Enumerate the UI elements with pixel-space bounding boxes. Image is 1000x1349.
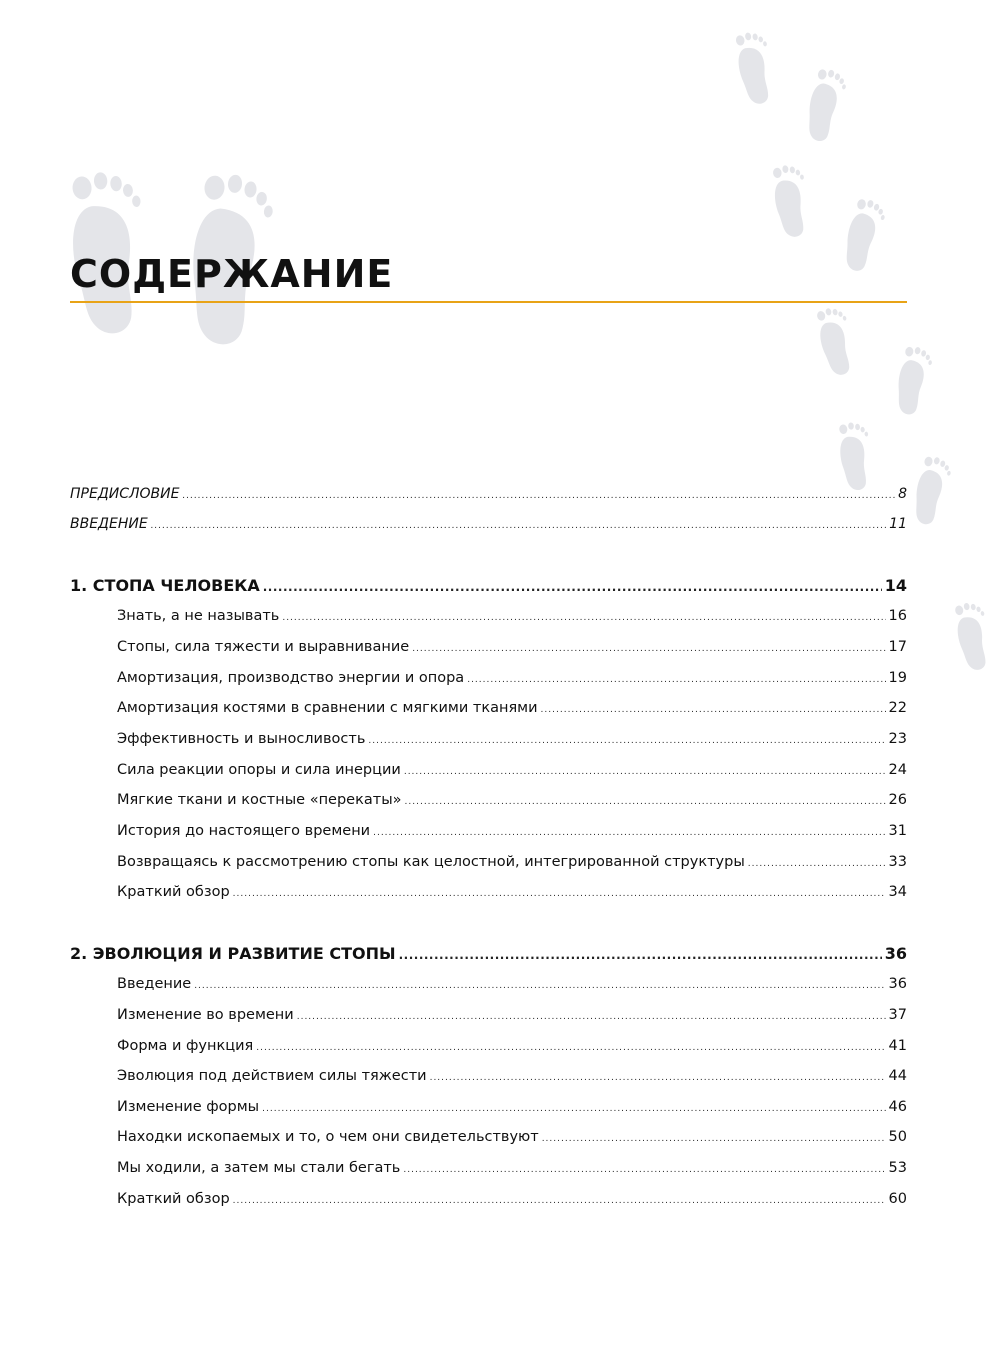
toc-item-label: Введение (117, 976, 192, 992)
toc-item[interactable] (117, 1099, 907, 1115)
dot-leader (282, 614, 885, 623)
chapter-title: 2. ЭВОЛЮЦИЯ И РАЗВИТИЕ СТОПЫ (70, 944, 396, 963)
dot-leader (403, 1166, 885, 1175)
toc-item[interactable] (117, 1007, 907, 1023)
toc-entry-page: 8 (898, 486, 907, 502)
chapter-page: 36 (884, 944, 907, 963)
chapter-title: 1. СТОПА ЧЕЛОВЕКА (70, 576, 260, 595)
dot-leader (541, 706, 886, 715)
dot-leader (263, 581, 882, 593)
dot-leader (405, 798, 886, 807)
dot-leader (404, 768, 886, 777)
toc-item-label: Краткий обзор (117, 884, 230, 900)
dot-leader (748, 860, 886, 869)
toc-entry-page: 11 (889, 516, 907, 532)
toc-item-label: Знать, а не называть (117, 608, 280, 624)
toc-item-label: Изменение формы (117, 1099, 260, 1115)
toc-item[interactable] (117, 854, 907, 870)
toc-item-label: Эффективность и выносливость (117, 731, 366, 747)
toc-item-page: 19 (888, 670, 907, 686)
dot-leader (233, 890, 886, 899)
toc-item-label: История до настоящего времени (117, 823, 371, 839)
dot-leader (399, 949, 882, 961)
dot-leader (373, 829, 885, 838)
toc-item-label: Изменение во времени (117, 1007, 294, 1023)
toc-item[interactable] (117, 1129, 907, 1145)
toc-item-label: Сила реакции опоры и сила инерции (117, 762, 401, 778)
toc-item-page: 24 (888, 762, 907, 778)
toc-item[interactable] (117, 608, 907, 624)
toc-item-page: 31 (888, 823, 907, 839)
toc-entry-preface[interactable] (70, 486, 907, 502)
toc-item[interactable] (117, 792, 907, 808)
toc-item[interactable] (117, 639, 907, 655)
dot-leader (194, 982, 885, 991)
toc-item-label: Амортизация, производство энергии и опора (117, 670, 465, 686)
toc-item-label: Стопы, сила тяжести и выравнивание (117, 639, 410, 655)
toc-item-page: 16 (888, 608, 907, 624)
dot-leader (262, 1105, 885, 1114)
chapter-page: 14 (884, 576, 907, 595)
toc-item[interactable] (117, 884, 907, 900)
dot-leader (182, 492, 895, 501)
dot-leader (256, 1044, 885, 1053)
toc-item[interactable] (117, 1068, 907, 1084)
dot-leader (151, 522, 886, 531)
toc-entry-label: ПРЕДИСЛОВИЕ (70, 486, 180, 502)
page-title: СОДЕРЖАНИЕ (70, 252, 394, 296)
toc-chapter-1[interactable] (70, 576, 907, 595)
toc-item[interactable] (117, 1160, 907, 1176)
toc-item-page: 60 (888, 1191, 907, 1207)
toc-item-page: 36 (888, 976, 907, 992)
toc-item[interactable] (117, 762, 907, 778)
toc-item[interactable] (117, 700, 907, 716)
toc-item[interactable] (117, 1038, 907, 1054)
toc-item[interactable] (117, 976, 907, 992)
toc-item-page: 41 (888, 1038, 907, 1054)
toc-item[interactable] (117, 1191, 907, 1207)
dot-leader (412, 645, 885, 654)
toc-item-page: 17 (888, 639, 907, 655)
toc-item[interactable] (117, 731, 907, 747)
toc-chapter-2[interactable] (70, 944, 907, 963)
toc-item-page: 37 (888, 1007, 907, 1023)
toc-item-page: 26 (888, 792, 907, 808)
toc-item-label: Краткий обзор (117, 1191, 230, 1207)
title-underline (70, 301, 907, 303)
toc-entry-label: ВВЕДЕНИЕ (70, 516, 148, 532)
dot-leader (368, 737, 885, 746)
toc-entry-introduction[interactable] (70, 516, 907, 532)
toc-item-label: Эволюция под действием силы тяжести (117, 1068, 427, 1084)
dot-leader (467, 676, 885, 685)
toc-item-label: Мы ходили, а затем мы стали бегать (117, 1160, 401, 1176)
toc-item-page: 34 (888, 884, 907, 900)
toc-item-page: 22 (888, 700, 907, 716)
dot-leader (297, 1013, 886, 1022)
toc-item-label: Находки ископаемых и то, о чем они свидетельствуют (117, 1129, 539, 1145)
toc-item-label: Амортизация костями в сравнении с мягкими тканями (117, 700, 538, 716)
toc-item-label: Форма и функция (117, 1038, 254, 1054)
toc-item-page: 50 (888, 1129, 907, 1145)
toc-item-page: 53 (888, 1160, 907, 1176)
toc-item-label: Возвращаясь к рассмотрению стопы как целостной, интегрированной структуры (117, 854, 745, 870)
dot-leader (542, 1135, 886, 1144)
dot-leader (233, 1197, 886, 1206)
toc-item-label: Мягкие ткани и костные «перекаты» (117, 792, 402, 808)
toc-item[interactable] (117, 670, 907, 686)
toc-item-page: 44 (888, 1068, 907, 1084)
toc-item-page: 23 (888, 731, 907, 747)
toc-item[interactable] (117, 823, 907, 839)
dot-leader (430, 1074, 886, 1083)
toc-item-page: 33 (888, 854, 907, 870)
toc-item-page: 46 (888, 1099, 907, 1115)
